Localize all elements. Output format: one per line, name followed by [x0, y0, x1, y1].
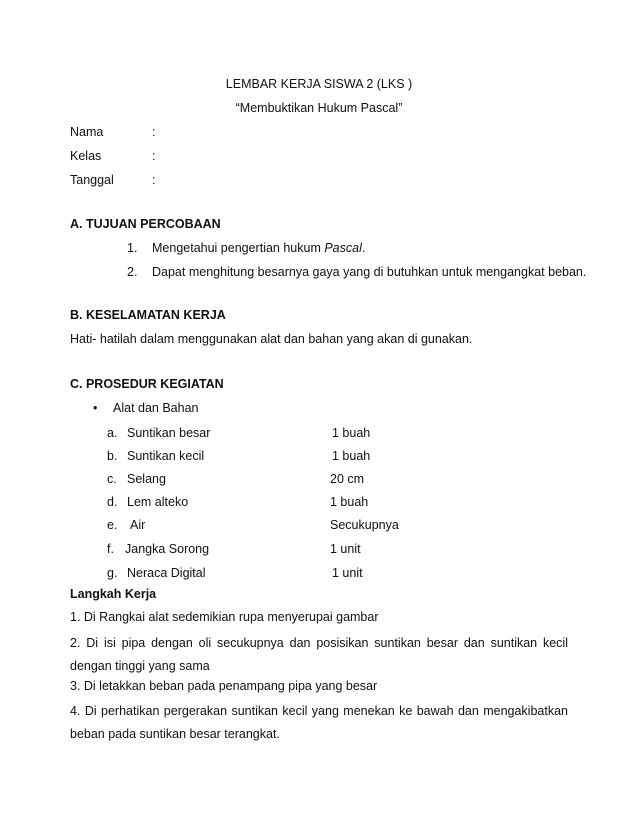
section-a-heading: A. TUJUAN PERCOBAAN: [70, 217, 221, 231]
identity-label-tanggal: Tanggal: [70, 173, 114, 187]
page-title: LEMBAR KERJA SISWA 2 (LKS ): [225, 77, 413, 91]
material-letter-e: e.: [107, 518, 118, 532]
material-qty-g: 1 unit: [332, 566, 363, 580]
material-name-c: Selang: [127, 472, 166, 486]
step-1: 1. Di Rangkai alat sedemikian rupa menyerupai gambar: [70, 610, 379, 624]
steps-heading: Langkah Kerja: [70, 587, 157, 601]
material-letter-b: b.: [107, 449, 118, 463]
material-name-b: Suntikan kecil: [127, 449, 205, 463]
material-name-f: Jangka Sorong: [125, 542, 210, 556]
materials-heading: Alat dan Bahan: [113, 401, 199, 415]
material-letter-d: d.: [107, 495, 118, 509]
identity-label-kelas: Kelas: [70, 149, 102, 163]
section-c-heading: C. PROSEDUR KEGIATAN: [70, 377, 224, 391]
step-3: 3. Di letakkan beban pada penampang pipa yang besar: [70, 679, 378, 693]
objective-num-1: 1.: [127, 241, 138, 255]
material-letter-c: c.: [107, 472, 117, 486]
material-qty-e: Secukupnya: [330, 518, 399, 532]
material-name-e: Air: [130, 518, 146, 532]
material-name-a: Suntikan besar: [127, 426, 211, 440]
material-qty-b: 1 buah: [332, 449, 371, 463]
step-4: 4. Di perhatikan pergerakan suntikan kecil yang menekan ke bawah dan mengakibatkan beban pada suntikan besar terangkat.: [70, 704, 568, 741]
identity-sep-tanggal: :: [152, 173, 156, 187]
material-letter-f: f.: [107, 542, 114, 556]
material-letter-g: g.: [107, 566, 118, 580]
bullet-icon: •: [93, 401, 98, 415]
material-name-d: Lem alteko: [127, 495, 189, 509]
material-qty-f: 1 unit: [330, 542, 361, 556]
material-name-g: Neraca Digital: [127, 566, 206, 580]
objective-text-1: Mengetahui pengertian hukum Pascal.: [152, 241, 366, 255]
material-qty-a: 1 buah: [332, 426, 371, 440]
identity-sep-kelas: :: [152, 149, 156, 163]
page-subtitle: “Membuktikan Hukum Pascal”: [235, 101, 403, 115]
step-2: 2. Di isi pipa dengan oli secukupnya dan posisikan suntikan besar dan suntikan kecil dengan tinggi yang sama: [70, 636, 568, 673]
material-letter-a: a.: [107, 426, 118, 440]
material-qty-d: 1 buah: [330, 495, 369, 509]
material-qty-c: 20 cm: [330, 472, 365, 486]
objective-text-2: Dapat menghitung besarnya gaya yang di butuhkan untuk mengangkat beban.: [152, 265, 587, 279]
identity-label-nama: Nama: [70, 125, 104, 139]
section-b-heading: B. KESELAMATAN KERJA: [70, 308, 226, 322]
safety-text: Hati- hatilah dalam menggunakan alat dan bahan yang akan di gunakan.: [70, 332, 473, 346]
identity-sep-nama: :: [152, 125, 156, 139]
objective-num-2: 2.: [127, 265, 138, 279]
